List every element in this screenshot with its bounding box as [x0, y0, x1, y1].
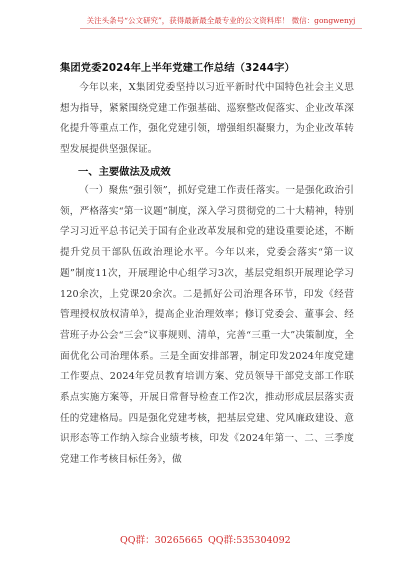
top-banner: 关注头条号“公文研究”，获得最新最全最专业的公文资料库！ 微信：gongwenyj: [80, 15, 362, 29]
intro-text: 今年以来，X集团党委坚持以习近平新时代中国特色社会主义思想为指导，紧紧围绕党建工作强基础、巡察整改促落实、企业改革深化提升等重点工作，强化党建引领，增强组织凝聚力，为企业改革转型发展提供坚强保证。: [60, 82, 354, 156]
section-heading: 一、主要做法及成效: [78, 166, 171, 178]
section-paragraph: [60, 181, 354, 471]
document-title: 集团党委2024年上半年党建工作总结（3244字）: [60, 62, 295, 74]
qq-group-1: QQ群：30265665: [120, 535, 203, 546]
qq-group-2: QQ群:535304092: [208, 535, 291, 546]
section-text: （一）聚焦“强引领”，抓好党建工作责任落实。一是强化政治引领，严格落实“第一议题”制度，深入学习贯彻党的二十大精神，特别学习习近平总书记关于国有企业改革发展和党的建设重要论述，不断提升党员干部队伍政治理论水平。今年以来，党委会落实“第一议题”制度11次，开展理论中心组学习3次，基层党组织开展理论学习120余次，上党课20余次。二是抓好公司治理各环节，印发《经营管理授权放权清单》，提高企业治理效率；修订党委会、董事会、经营班子办公会“三会”议事规则、清单，完善“三重一大”决策制度，全面优化公司治理体系。三是全面安排部署，制定印发2024年度党建工作要点、2024年党员教育培训方案、党员领导干部党支部工作联系点实施方案等，开展日常督导检查工作2次，推动形成层层落实责任的党建格局。四是强化党建考核，把基层党建、党风廉政建设、意识形态等工作纳入综合业绩考核，印发《2024年第一、二、三季度党建工作考核目标任务》，做: [60, 185, 354, 466]
intro-paragraph: [60, 78, 354, 161]
